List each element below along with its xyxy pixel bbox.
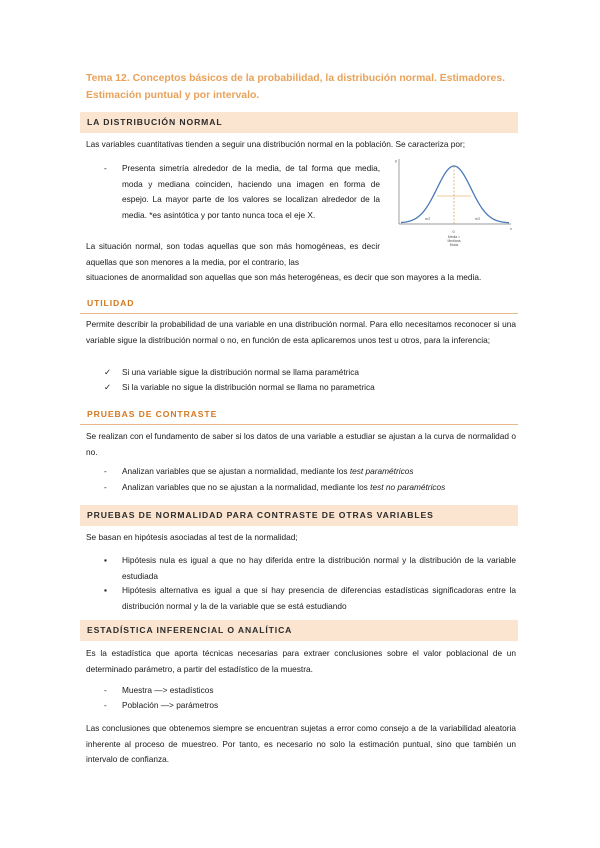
bullet-symmetry: Presenta simetría alrededor de la media, de tal forma que media, moda y mediana coinciden, haciendo una imagen en forma de espejo. La mayor parte de los valores se localizan alrededor de la media. *es asintótica y por tanto nunca toca el eje X. [122, 163, 380, 220]
x-axis-label: x [510, 226, 512, 231]
dash-marker: - [104, 700, 107, 710]
square-marker: ▪ [104, 555, 107, 565]
section-heading-distribucion [80, 112, 518, 133]
caption-moda: Moda [449, 243, 459, 247]
section-heading-text: LA DISTRIBUCIÓN NORMAL [87, 117, 223, 127]
paragraph-contraste: Se realizan con el fundamento de saber si los datos de una variable a estudiar se ajustan a la curva de normalidad o no. [86, 431, 516, 457]
section-heading-text: ESTADÍSTICA INFERENCIAL O ANALÍTICA [87, 625, 293, 635]
y-axis-label: y [395, 158, 397, 163]
item-hipotesis-alternativa: Hipótesis alternativa es igual a que si hay presencia de diferencias estadísticas significadoras entre la distribución normal y la de la variable que se está estudiando [122, 585, 516, 611]
item-emphasis: test no paramétricos [370, 482, 446, 492]
section-heading-normalidad [80, 505, 518, 526]
paragraph-normal-b: situaciones de anormalidad son aquellas que son más heterogéneas, es decir que son mayores a la media. [86, 272, 482, 282]
section-heading-text: PRUEBAS DE CONTRASTE [87, 409, 218, 419]
check-icon: ✓ [104, 367, 111, 377]
item-test-parametricos [122, 464, 414, 480]
paragraph-utilidad: Permite describir la probabilidad de una variable en una distribución normal. Para ello necesitamos reconocer si una variable sigue la distribución normal o no, en función de esta aplicaremos unos test u otros, para la inferencia; [86, 319, 516, 345]
check-item-parametrica: Si una variable sigue la distribución normal se llama paramétrica [122, 367, 360, 377]
item-poblacion: Población —> parámetros [122, 700, 219, 710]
center-label: 0 [452, 229, 455, 234]
sigma-right-label: σ/2 [475, 217, 481, 221]
section-heading-text: PRUEBAS DE NORMALIDAD PARA CONTRASTE DE OTRAS VARIABLES [87, 510, 434, 520]
item-emphasis: test paramétricos [349, 466, 414, 476]
check-item-no-parametrica: Si la variable no sigue la distribución normal se llama no parametrica [122, 382, 375, 392]
paragraph-normal-a: La situación normal, son todas aquellas que son más homogéneas, es decir aquellas que son menores a la media, por el contrario, las [86, 241, 380, 267]
item-test-no-parametricos [122, 480, 445, 496]
paragraph-conclusiones: Las conclusiones que obtenemos siempre se encuentran sujetas a error como consejo a de la variabilidad aleatoria inherente al proceso de muestreo. Por tanto, es necesario no solo la estimación puntual, sino que también un intervalo de confianza. [86, 723, 516, 764]
item-hipotesis-nula: Hipótesis nula es igual a que no hay diferida entre la distribución normal y la distribución de la variable estudiada [122, 555, 516, 581]
paragraph-normalidad: Se basan en hipótesis asociadas al test de la normalidad; [86, 532, 298, 542]
section-heading-inferencial [80, 620, 518, 641]
check-icon: ✓ [104, 382, 111, 392]
item-muestra: Muestra —> estadísticos [122, 685, 214, 695]
document-title: Tema 12. Conceptos básicos de la probabilidad, la distribución normal. Estimadores. Estimación puntual y por intervalo. [86, 73, 505, 101]
paragraph-intro: Las variables cuantitativas tienden a seguir una distribución normal en la población. Se caracteriza por; [86, 139, 466, 149]
item-text: Analizan variables que se ajustan a normalidad, mediante los [122, 466, 348, 476]
dash-marker: - [104, 163, 107, 173]
dash-marker: - [104, 482, 107, 492]
sigma-left-label: σ/2 [425, 217, 431, 221]
section-heading-contraste [80, 405, 518, 425]
dash-marker: - [104, 466, 107, 476]
caption-media: Media = [447, 235, 461, 239]
bell-curve [401, 166, 509, 223]
paragraph-inferencial: Es la estadística que aporta técnicas necesarias para extraer conclusiones sobre el valor poblacional de un determinado parámetro, a partir del estadístico de la muestra. [86, 648, 516, 674]
dash-marker: - [104, 685, 107, 695]
section-heading-utilidad [80, 294, 518, 314]
square-marker: ▪ [104, 585, 107, 595]
normal-distribution-chart [393, 156, 515, 248]
section-heading-text: UTILIDAD [87, 298, 135, 308]
item-text: Analizan variables que no se ajustan a la normalidad, mediante los [122, 482, 368, 492]
caption-mediana: Mediana [447, 239, 461, 243]
